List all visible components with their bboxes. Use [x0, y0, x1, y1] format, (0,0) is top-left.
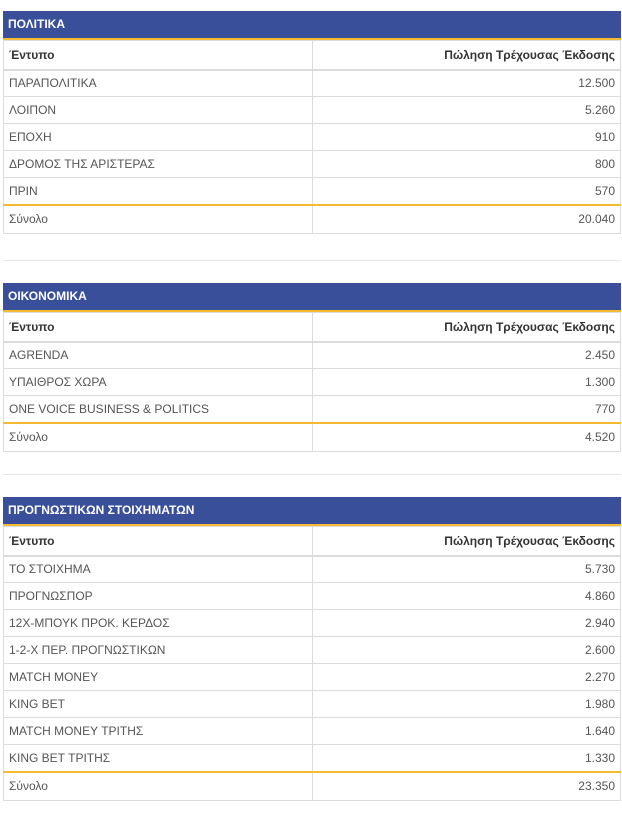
section-divider	[3, 474, 621, 475]
section-divider	[3, 260, 621, 261]
total-label: Σύνολο	[4, 423, 313, 452]
column-header-sales: Πώληση Τρέχουσας Έκδοσης	[313, 41, 621, 70]
sales-table	[3, 40, 621, 234]
sales-value: 2.600	[313, 637, 621, 664]
sales-value: 4.860	[313, 583, 621, 610]
sales-value: 2.270	[313, 664, 621, 691]
table-row	[4, 556, 621, 583]
table-row	[4, 691, 621, 718]
publication-name: ΠΡΙΝ	[4, 178, 313, 205]
table-header-row	[4, 527, 621, 556]
total-value: 20.040	[313, 205, 621, 234]
sales-value: 910	[313, 124, 621, 151]
sales-value: 2.450	[313, 342, 621, 369]
publication-name: MATCH MONEY ΤΡΙΤΗΣ	[4, 718, 313, 745]
total-row	[4, 772, 621, 801]
total-row	[4, 423, 621, 452]
publication-name: ΕΠΟΧΗ	[4, 124, 313, 151]
sales-value: 800	[313, 151, 621, 178]
column-header-publication: Έντυπο	[4, 313, 313, 342]
table-row	[4, 396, 621, 423]
publication-name: ΥΠΑΙΘΡΟΣ ΧΩΡΑ	[4, 369, 313, 396]
table-row	[4, 151, 621, 178]
section-oikonomika	[3, 283, 621, 452]
column-header-sales: Πώληση Τρέχουσας Έκδοσης	[313, 313, 621, 342]
publication-name: ΛΟΙΠΟΝ	[4, 97, 313, 124]
sales-value: 5.260	[313, 97, 621, 124]
sales-value: 1.300	[313, 369, 621, 396]
table-row	[4, 70, 621, 97]
publication-name: ΠΑΡΑΠΟΛΙΤΙΚΑ	[4, 70, 313, 97]
total-row	[4, 205, 621, 234]
sales-value: 1.640	[313, 718, 621, 745]
publication-name: KING BET	[4, 691, 313, 718]
publication-name: 12Χ-ΜΠΟΥΚ ΠΡΟΚ. ΚΕΡΔΟΣ	[4, 610, 313, 637]
section-politika	[3, 11, 621, 234]
table-row	[4, 178, 621, 205]
publication-name: ΔΡΟΜΟΣ ΤΗΣ ΑΡΙΣΤΕΡΑΣ	[4, 151, 313, 178]
sales-value: 570	[313, 178, 621, 205]
table-row	[4, 610, 621, 637]
column-header-publication: Έντυπο	[4, 41, 313, 70]
table-header-row	[4, 313, 621, 342]
table-row	[4, 745, 621, 772]
sales-value: 1.980	[313, 691, 621, 718]
total-value: 23.350	[313, 772, 621, 801]
column-header-publication: Έντυπο	[4, 527, 313, 556]
sales-table	[3, 312, 621, 452]
sales-value: 12.500	[313, 70, 621, 97]
column-header-sales: Πώληση Τρέχουσας Έκδοσης	[313, 527, 621, 556]
publication-name: KING BET ΤΡΙΤΗΣ	[4, 745, 313, 772]
sales-table	[3, 526, 621, 801]
sales-value: 5.730	[313, 556, 621, 583]
section-prognostikon	[3, 497, 621, 801]
section-title: ΠΡΟΓΝΩΣΤΙΚΩΝ ΣΤΟΙΧΗΜΑΤΩΝ	[3, 497, 621, 526]
table-row	[4, 664, 621, 691]
publication-name: AGRENDA	[4, 342, 313, 369]
table-row	[4, 583, 621, 610]
publication-name: 1-2-Χ ΠΕΡ. ΠΡΟΓΝΩΣΤΙΚΩΝ	[4, 637, 313, 664]
section-title: ΠΟΛΙΤΙΚΑ	[3, 11, 621, 40]
table-header-row	[4, 41, 621, 70]
sales-value: 2.940	[313, 610, 621, 637]
sales-value: 770	[313, 396, 621, 423]
total-value: 4.520	[313, 423, 621, 452]
publication-name: ΠΡΟΓΝΩΣΠΟΡ	[4, 583, 313, 610]
table-row	[4, 637, 621, 664]
table-row	[4, 342, 621, 369]
sales-value: 1.330	[313, 745, 621, 772]
publication-name: MATCH MONEY	[4, 664, 313, 691]
section-title: ΟΙΚΟΝΟΜΙΚΑ	[3, 283, 621, 312]
publication-name: ONE VOICE BUSINESS & POLITICS	[4, 396, 313, 423]
table-row	[4, 97, 621, 124]
table-row	[4, 124, 621, 151]
publication-name: ΤΟ ΣΤΟΙΧΗΜΑ	[4, 556, 313, 583]
table-row	[4, 718, 621, 745]
table-row	[4, 369, 621, 396]
total-label: Σύνολο	[4, 205, 313, 234]
total-label: Σύνολο	[4, 772, 313, 801]
